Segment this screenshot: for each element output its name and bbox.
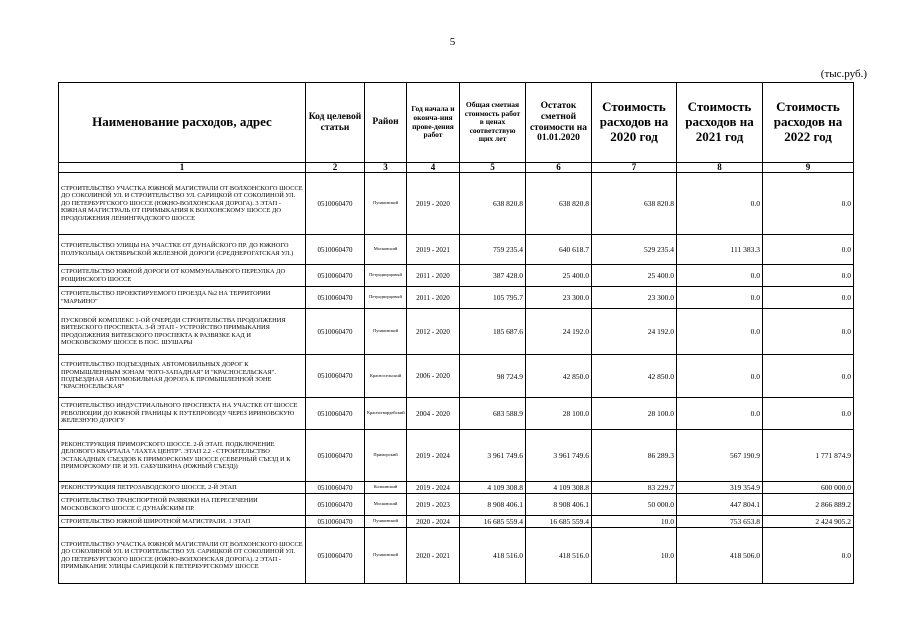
row-name: СТРОИТЕЛЬСТВО УЧАСТКА ЮЖНОЙ МАГИСТРАЛИ ОТ ВОЛХОНСКОГО ШОССЕ ДО СОКОЛИНОЙ УЛ. И СТРОИТЕЛЬСТВО УЛ. САРИЦКОЙ ОТ СОКОЛИНОЙ УЛ. ДО ПЕТЕРБУРГСКОГО ШОССЕ (ЮЖНО-ВОЛХОНСКАЯ ДОРОГА). 2 ЭТАП - ПРИМЫКАНИЕ УЛИЦЫ САРИЦКОЙ К ПЕТЕРБУРГСКОМУ ШОССЕ [59,528,306,584]
row-cost-2021: 753 653.8 [677,516,763,528]
row-remaining: 23 300.0 [526,287,592,309]
row-years: 2019 - 2023 [407,494,460,516]
row-remaining: 16 685 559.4 [526,516,592,528]
units-label: (тыс.руб.) [820,68,867,80]
row-total: 418 516.0 [460,528,526,584]
row-years: 2004 - 2020 [407,398,460,430]
row-remaining: 8 908 406.1 [526,494,592,516]
row-district: Приморский [365,430,407,482]
expenses-table [58,82,854,584]
row-cost-2020: 529 235.4 [592,235,677,265]
table-row [59,482,854,494]
row-name: СТРОИТЕЛЬСТВО ПОДЪЕЗДНЫХ АВТОМОБИЛЬНЫХ ДОРОГ К ПРОМЫШЛЕННЫМ ЗОНАМ "ЮГО-ЗАПАДНАЯ" И "КРАСНОСЕЛЬСКАЯ". ПОДЪЕЗДНАЯ АВТОМОБИЛЬНАЯ ДОРОГА К ПРОМЫШЛЕННОЙ ЗОНЕ "КРАСНОСЕЛЬСКАЯ" [59,355,306,398]
row-cost-2020: 638 820.8 [592,173,677,235]
row-cost-2020: 50 000.0 [592,494,677,516]
row-total: 683 588.9 [460,398,526,430]
row-cost-2022: 2 424 905.2 [763,516,854,528]
column-number: 1 [59,163,306,173]
row-cost-2020: 10.0 [592,516,677,528]
row-years: 2019 - 2024 [407,482,460,494]
header-district: Район [365,83,407,163]
table-row [59,398,854,430]
row-years: 2011 - 2020 [407,287,460,309]
row-remaining: 640 618.7 [526,235,592,265]
row-cost-2022: 0.0 [763,235,854,265]
column-number: 8 [677,163,763,173]
row-name: РЕКОНСТРУКЦИЯ ПЕТРОЗАВОДСКОГО ШОССЕ. 2-Й ЭТАП [59,482,306,494]
row-cost-2021: 0.0 [677,287,763,309]
row-cost-2022: 600 000.0 [763,482,854,494]
row-cost-2022: 0.0 [763,173,854,235]
row-code: 0510060470 [306,494,365,516]
row-cost-2022: 0.0 [763,265,854,287]
row-name: СТРОИТЕЛЬСТВО ТРАНСПОРТНОЙ РАЗВЯЗКИ НА ПЕРЕСЕЧЕНИИ МОСКОВСКОГО ШОССЕ С ДУНАЙСКИМ ПР. [59,494,306,516]
column-number: 9 [763,163,854,173]
header-cost-2021: Стоимость расходов на 2021 год [677,83,763,163]
row-remaining: 638 820.8 [526,173,592,235]
row-remaining: 24 192.0 [526,309,592,355]
row-years: 2011 - 2020 [407,265,460,287]
row-years: 2012 - 2020 [407,309,460,355]
row-remaining: 28 100.0 [526,398,592,430]
table-row [59,287,854,309]
row-code: 0510060470 [306,265,365,287]
row-name: СТРОИТЕЛЬСТВО УЛИЦЫ НА УЧАСТКЕ ОТ ДУНАЙСКОГО ПР. ДО ЮЖНОГО ПОЛУКОЛЬЦА ОКТЯБРЬСКОЙ ЖЕЛЕЗНОЙ ДОРОГИ (СРЕДНЕРОГАТСКАЯ УЛ.) [59,235,306,265]
row-district: Пушкинский [365,309,407,355]
row-total: 4 109 308.8 [460,482,526,494]
row-cost-2021: 418 506.0 [677,528,763,584]
row-cost-2021: 0.0 [677,173,763,235]
row-total: 638 820.8 [460,173,526,235]
row-cost-2020: 86 289.3 [592,430,677,482]
row-district: Московский [365,494,407,516]
column-number: 3 [365,163,407,173]
row-cost-2020: 28 100.0 [592,398,677,430]
row-cost-2022: 1 771 874.9 [763,430,854,482]
row-remaining: 418 516.0 [526,528,592,584]
row-code: 0510060470 [306,398,365,430]
row-district: Красносельский [365,355,407,398]
row-years: 2020 - 2021 [407,528,460,584]
row-total: 759 235.4 [460,235,526,265]
row-cost-2020: 83 229.7 [592,482,677,494]
row-remaining: 4 109 308.8 [526,482,592,494]
row-cost-2020: 10.0 [592,528,677,584]
row-total: 387 428.0 [460,265,526,287]
row-cost-2021: 0.0 [677,265,763,287]
row-cost-2020: 24 192.0 [592,309,677,355]
header-remaining: Остаток сметной стоимости на 01.01.2020 [526,83,592,163]
row-code: 0510060470 [306,309,365,355]
row-code: 0510060470 [306,235,365,265]
row-years: 2019 - 2021 [407,235,460,265]
row-total: 3 961 749.6 [460,430,526,482]
header-code: Код целевой статьи [306,83,365,163]
row-cost-2021: 0.0 [677,398,763,430]
table-row [59,265,854,287]
header-name: Наименование расходов, адрес [59,83,306,163]
row-cost-2022: 0.0 [763,528,854,584]
row-district: Петродворцовый [365,265,407,287]
row-code: 0510060470 [306,516,365,528]
column-number: 6 [526,163,592,173]
row-name: СТРОИТЕЛЬСТВО УЧАСТКА ЮЖНОЙ МАГИСТРАЛИ ОТ ВОЛХОНСКОГО ШОССЕ ДО СОКОЛИНОЙ УЛ. И СТРОИТЕЛЬСТВО УЛ. САРИЦКОЙ ОТ СОКОЛИНОЙ УЛ. ДО ПЕТЕРБУРГСКОГО ШОССЕ (ЮЖНО-ВОЛХОНСКАЯ ДОРОГА). 3 ЭТАП - ЮЖНАЯ МАГИСТРАЛЬ ОТ ПРИМЫКАНИЯ К ВОЛХОНСКОМУ ШОССЕ ДО ПРОДОЛЖЕНИЯ ЛЕНИНГРАДСКОГО ШОССЕ [59,173,306,235]
column-number: 2 [306,163,365,173]
row-district: Пушкинский [365,516,407,528]
row-total: 185 687.6 [460,309,526,355]
table-row [59,173,854,235]
row-cost-2022: 2 866 889.2 [763,494,854,516]
row-total: 98 724.9 [460,355,526,398]
row-name: ПУСКОВОЙ КОМПЛЕКС 1-ОЙ ОЧЕРЕДИ СТРОИТЕЛЬСТВА ПРОДОЛЖЕНИЯ ВИТЕБСКОГО ПРОСПЕКТА. 3-Й ЭТАП - УСТРОЙСТВО ПРИМЫКАНИЯ ПРОДОЛЖЕНИЯ ВИТЕБСКОГО ПРОСПЕКТА К РАЗВЯЗКЕ КАД И МОСКОВСКОМУ ШОССЕ В ПОС. ШУШАРЫ [59,309,306,355]
row-district: Красногвардейский [365,398,407,430]
header-years: Год начала и оконча-ния прове-дения работ [407,83,460,163]
row-code: 0510060470 [306,528,365,584]
row-total: 105 795.7 [460,287,526,309]
row-code: 0510060470 [306,430,365,482]
row-cost-2022: 0.0 [763,309,854,355]
row-cost-2021: 567 190.9 [677,430,763,482]
row-cost-2020: 42 850.0 [592,355,677,398]
row-remaining: 25 400.0 [526,265,592,287]
row-cost-2022: 0.0 [763,398,854,430]
table-row [59,309,854,355]
row-total: 16 685 559.4 [460,516,526,528]
row-cost-2021: 0.0 [677,309,763,355]
header-cost-2022: Стоимость расходов на 2022 год [763,83,854,163]
row-years: 2019 - 2024 [407,430,460,482]
row-total: 8 908 406.1 [460,494,526,516]
row-name: РЕКОНСТРУКЦИЯ ПРИМОРСКОГО ШОССЕ. 2-Й ЭТАП. ПОДКЛЮЧЕНИЕ ДЕЛОВОГО КВАРТАЛА "ЛАХТА ЦЕНТР". ЭТАП 2.2 - СТРОИТЕЛЬСТВО ЭСТАКАДНЫХ СЪЕЗДОВ К ПРИМОРСКОМУ ШОССЕ (СЕВЕРНЫЙ СЪЕЗД И К ПРИМОРСКОМУ ПР. И УЛ. САБУШКИНА (ЮЖНЫЙ СЪЕЗД)) [59,430,306,482]
row-remaining: 42 850.0 [526,355,592,398]
table-row [59,355,854,398]
table-row [59,494,854,516]
row-cost-2022: 0.0 [763,287,854,309]
row-years: 2006 - 2020 [407,355,460,398]
column-number: 5 [460,163,526,173]
row-code: 0510060470 [306,287,365,309]
row-name: СТРОИТЕЛЬСТВО ИНДУСТРИАЛЬНОГО ПРОСПЕКТА НА УЧАСТКЕ ОТ ШОССЕ РЕВОЛЮЦИИ ДО ЮЖНОЙ ГРАНИЦЫ К ПУТЕПРОВОДУ ЧЕРЕЗ ИРИНОВСКУЮ ЖЕЛЕЗНУЮ ДОРОГУ [59,398,306,430]
row-name: СТРОИТЕЛЬСТВО ЮЖНОЙ ШИРОТНОЙ МАГИСТРАЛИ. 1 ЭТАП [59,516,306,528]
row-cost-2022: 0.0 [763,355,854,398]
row-district: Петродворцовый [365,287,407,309]
table-row [59,528,854,584]
row-cost-2021: 0.0 [677,355,763,398]
column-number-row [59,163,854,173]
header-cost-2020: Стоимость расходов на 2020 год [592,83,677,163]
row-cost-2020: 23 300.0 [592,287,677,309]
row-cost-2021: 111 383.3 [677,235,763,265]
row-years: 2020 - 2024 [407,516,460,528]
column-number: 4 [407,163,460,173]
row-district: Пушкинский [365,528,407,584]
row-remaining: 3 961 749.6 [526,430,592,482]
row-cost-2020: 25 400.0 [592,265,677,287]
table-row [59,516,854,528]
header-total: Общая сметная стоимость работ в ценах соответствую щих лет [460,83,526,163]
row-code: 0510060470 [306,482,365,494]
row-code: 0510060470 [306,173,365,235]
column-number: 7 [592,163,677,173]
row-cost-2021: 319 354.9 [677,482,763,494]
table-row [59,430,854,482]
row-district: Колпинский [365,482,407,494]
row-district: Пушкинский [365,173,407,235]
row-code: 0510060470 [306,355,365,398]
row-district: Московский [365,235,407,265]
table-row [59,235,854,265]
row-name: СТРОИТЕЛЬСТВО ЮЖНОЙ ДОРОГИ ОТ КОММУНАЛЬНОГО ПЕРЕУЛКА ДО РОЩИНСКОГО ШОССЕ [59,265,306,287]
page-number: 5 [449,36,456,48]
row-years: 2019 - 2020 [407,173,460,235]
row-name: СТРОИТЕЛЬСТВО ПРОЕКТИРУЕМОГО ПРОЕЗДА №2 НА ТЕРРИТОРИИ "МАРЬИНО" [59,287,306,309]
row-cost-2021: 447 804.1 [677,494,763,516]
